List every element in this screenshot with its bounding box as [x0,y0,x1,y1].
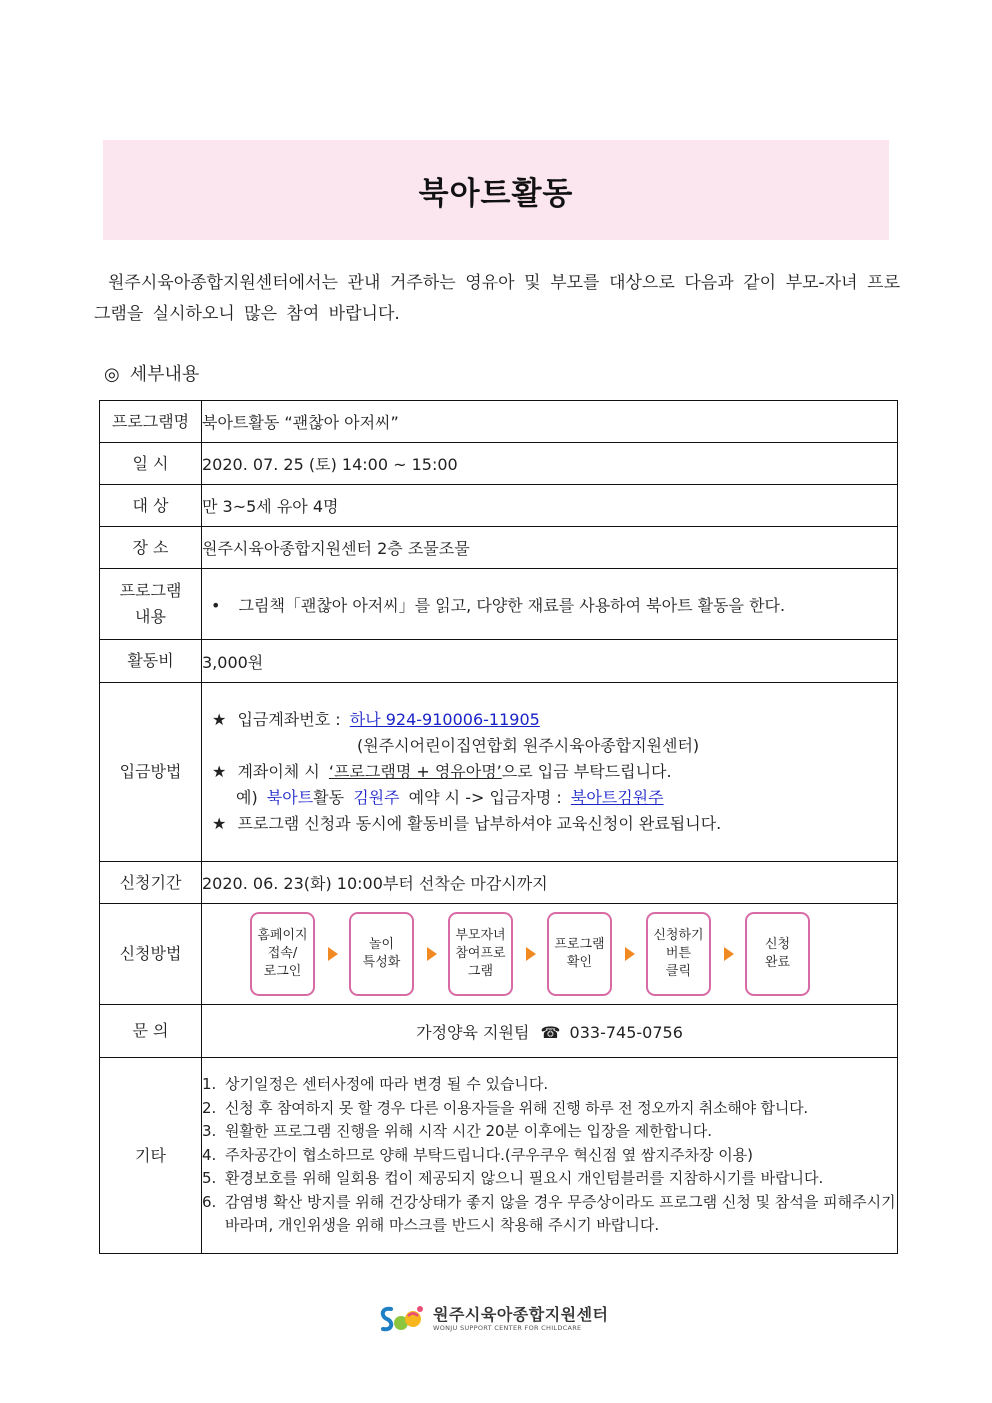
note-item: 2. 신청 후 참여하지 못 할 경우 다른 이용자들을 위해 진행 하루 전 정오까지 취소해야 합니다. [202,1098,808,1117]
footer-org-name: 원주시육아종합지원센터 [433,1305,609,1324]
contact-phone: 033-745-0756 [569,1022,683,1042]
row-label-date: 일 시 [100,443,202,485]
period-value: 2020. 06. 23(화) 10:00부터 선착순 마감시까지 [202,862,898,904]
table-row [100,862,898,904]
notice-line [212,811,897,837]
page-title: 북아트활동 [418,175,574,212]
step-5: 신청하기 버튼 클릭 [646,912,711,996]
date-value: 2020. 07. 25 (토) 14:00 ~ 15:00 [202,443,898,485]
transfer-prefix: 계좌이체 시 [237,762,320,781]
table-row [100,485,898,527]
table-row [100,1005,898,1058]
fee-value: 3,000원 [202,640,898,683]
payment-cell [202,683,898,862]
table-row [100,401,898,443]
step-2: 놀이 특성화 [349,912,414,996]
transfer-line [212,759,897,785]
account-line [212,707,897,733]
section-label: 세부내용 [129,364,200,385]
step-6: 신청 완료 [745,912,810,996]
transfer-suffix: 으로 입금 부탁드립니다. [501,762,672,781]
example-depositor: 북아트김원주 [570,788,664,807]
example-prefix: 예) [236,788,258,807]
contact-cell [202,1005,898,1058]
row-label-etc: 기타 [100,1058,202,1254]
arrow-right-icon [427,947,437,961]
place-value: 원주시육아종합지원센터 2층 조물조물 [202,527,898,569]
example-activity: 활동 [313,788,345,807]
target-value: 만 3~5세 유아 4명 [202,485,898,527]
row-label-target: 대 상 [100,485,202,527]
row-label-fee: 활동비 [100,640,202,683]
example-line [212,785,897,811]
note-item: 6. 감염병 확산 방지를 위해 건강상태가 좋지 않을 경우 무증상이라도 프로그램 신청 및 참석을 피해주시기 바라며, 개인위생을 위해 마스크를 반드시 착용해 주시기 바랍니다. [202,1192,896,1235]
example-program: 북아트 [266,788,314,807]
arrow-right-icon [526,947,536,961]
application-flow [202,912,897,996]
arrow-right-icon [625,947,635,961]
row-label-content [100,569,202,640]
example-middle: 예약 시 -> 입금자명 : [408,788,562,807]
program-name-value: 북아트활동 “괜찮아 아저씨” [202,401,898,443]
star-icon: ★ [212,814,227,833]
section-heading [104,360,199,386]
step-4: 프로그램 확인 [547,912,612,996]
table-row [100,527,898,569]
content-value-cell [202,569,898,640]
row-label-program-name: 프로그램명 [100,401,202,443]
double-circle-icon: ◎ [104,364,120,385]
arrow-right-icon [328,947,338,961]
footer-logo [377,1302,609,1336]
method-flow-cell [202,904,898,1005]
table-row [100,683,898,862]
account-number: 하나 924-910006-11905 [349,710,540,729]
footer-org-name-en: WONJU SUPPORT CENTER FOR CHILDCARE [433,1324,582,1332]
intro-text: 원주시육아종합지원센터에서는 관내 거주하는 영유아 및 부모를 대상으로 다음과 같이 부모-자녀 프로그램을 실시하오니 많은 참여 바랍니다. [94,273,900,324]
table-row [100,569,898,640]
row-label-place: 장 소 [100,527,202,569]
contact-team: 가정양육 지원팀 [416,1022,530,1042]
star-icon: ★ [212,710,227,729]
note-item: 3. 원활한 프로그램 진행을 위해 시작 시간 20분 이후에는 입장을 제한합니다. [202,1122,712,1141]
transfer-format: ‘프로그램명 + 영유아명’ [328,762,502,781]
example-name: 김원주 [353,788,400,807]
row-label-contact: 문 의 [100,1005,202,1058]
row-label-method: 신청방법 [100,904,202,1005]
account-holder: (원주시어린이집연합회 원주시육아종합지원센터) [357,736,700,755]
row-label-period: 신청기간 [100,862,202,904]
content-label-line1: 프로그램 [119,581,182,600]
phone-icon: ☎ [540,1022,561,1042]
table-row [100,640,898,683]
details-table [99,400,898,1254]
note-item: 1. 상기일정은 센터사정에 따라 변경 될 수 있습니다. [202,1075,549,1094]
note-item: 5. 환경보호를 위해 일회용 컵이 제공되지 않으니 필요시 개인텀블러를 지참하시기를 바랍니다. [202,1169,824,1188]
payment-notice: 프로그램 신청과 동시에 활동비를 납부하셔야 교육신청이 완료됩니다. [237,814,722,833]
wonju-center-logo-icon [377,1302,427,1336]
note-item: 4. 주차공간이 협소하므로 양해 부탁드립니다.(쿠우쿠우 혁신점 옆 쌈지주차장 이용) [202,1145,754,1164]
table-row [100,904,898,1005]
step-1: 홈페이지 접속/ 로그인 [250,912,315,996]
star-icon: ★ [212,762,227,781]
account-label: 입금계좌번호 : [237,710,341,729]
bullet-icon: • [211,595,221,615]
table-row [100,443,898,485]
arrow-right-icon [724,947,734,961]
row-label-payment: 입금방법 [100,683,202,862]
notes-cell [202,1058,898,1254]
content-label-line2: 내용 [135,607,166,626]
table-row [100,1058,898,1254]
content-value: 그림책「괜찮아 아저씨」를 읽고, 다양한 재료를 사용하여 북아트 활동을 한다. [238,595,786,615]
step-3: 부모자녀 참여프로 그램 [448,912,513,996]
title-banner [103,140,889,240]
